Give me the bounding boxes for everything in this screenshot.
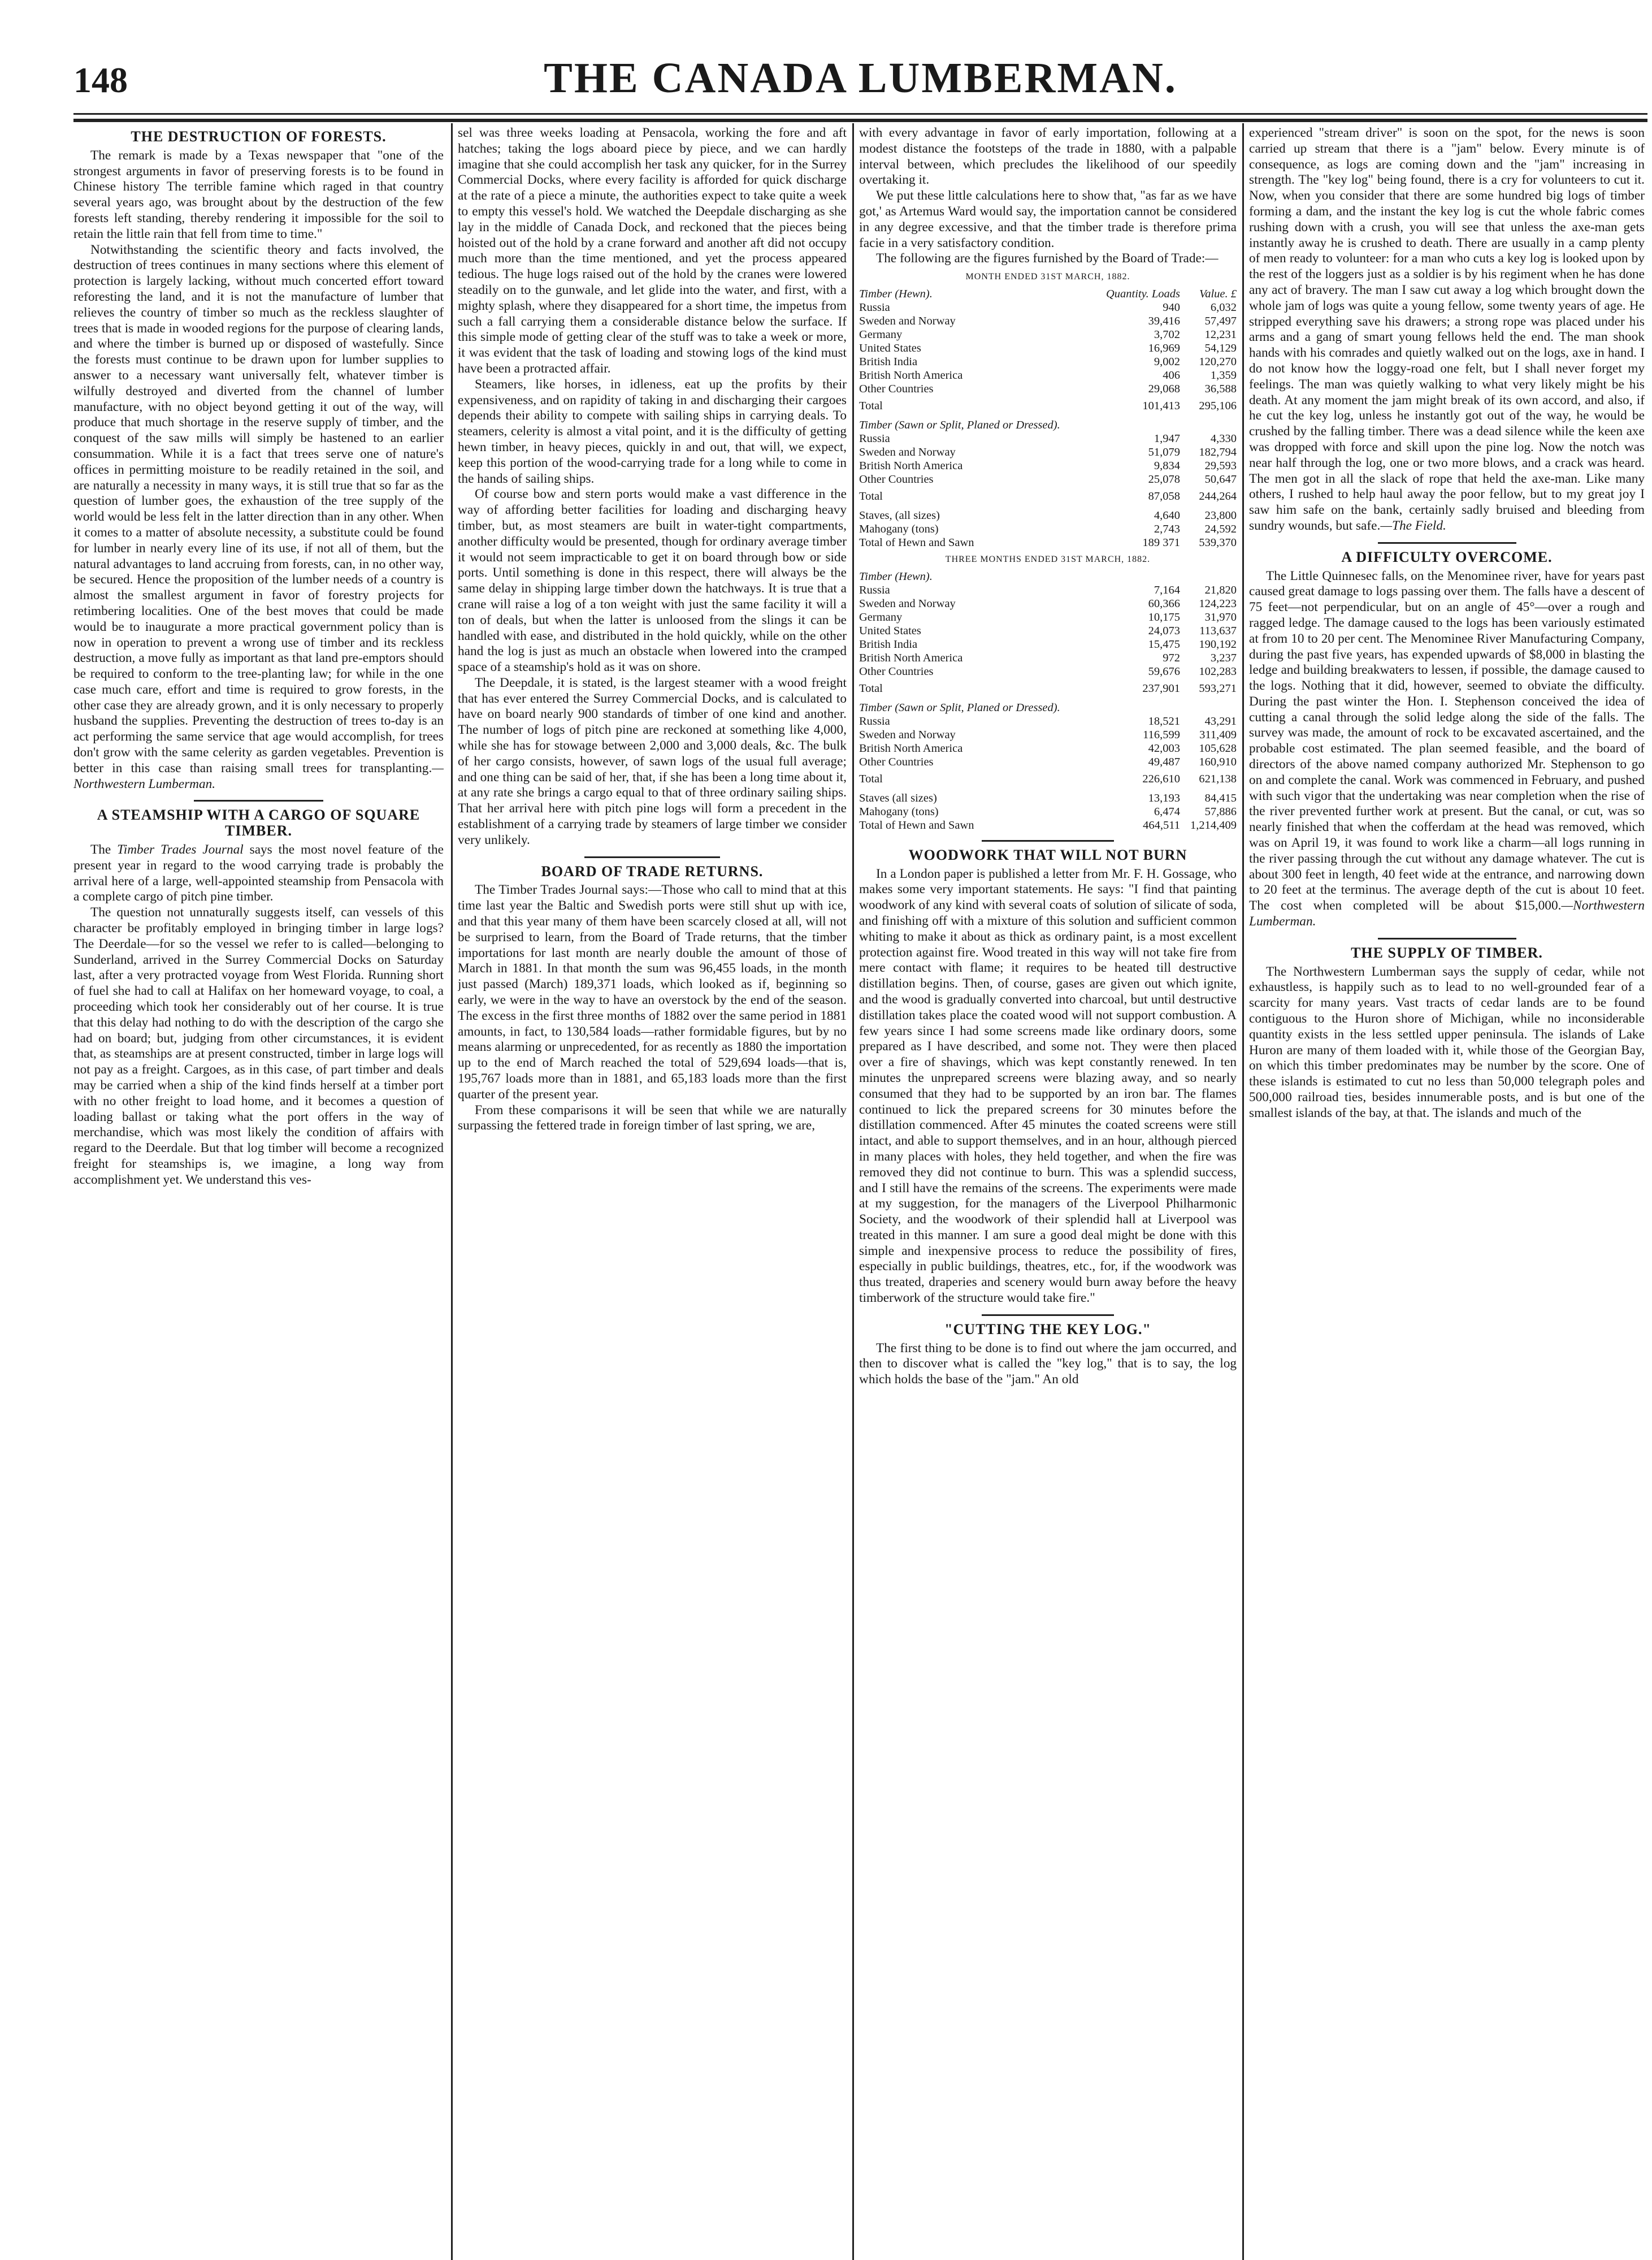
table-row	[859, 314, 1237, 328]
row-value: 57,497	[1204, 314, 1237, 327]
article-heading: A DIFFICULTY OVERCOME.	[1341, 548, 1553, 565]
table-row	[859, 819, 1237, 832]
article-paragraph: Notwithstanding the scientific theory and facts involved, the destruction of trees continues in many sections where this element of protection is largely lacking, without much concerted effort toward reforesting the land, and it is not the manufacture of lumber that relieves the country of timber so much as the reckless slaughter of trees that is made in wooded regions for the purpose of clearing lands, and where the timber is burned up or disposed of wastefully. Since the forests must continue to be drawn upon for lumber supplies to answer to a necessary want universally felt, whatever timber is wilfully destroyed and diverted from the channel of lumber manufacture, with no object beyond getting it out of the way, will produce that much shortage in the reserve supply of timber, and the conquest of the saw mills will simply be hastened to an earlier consummation. While it is a fact that trees serve one of nature's offices in permitting moisture to be readily retained in the soil, and are naturally a necessity in many ways, it is still true that so far as the question of lumber goes, the exhaustion of the tree supply of the world would be less felt in the latter direction than in any other. When it comes to a matter of absolute necessity, a substitute could be found for lumber in nearly every line of its use, if not all of them, but the natural advantages to land accruing from forests, can, in no other way, be secured. Hence the proposition of the lumber needs of a country is almost the smallest argument in favor of forestry projects for retimbering localities. One of the best moves that could be made would be to inaugurate a more practical government policy than is now in operation to prevent a wrong use of timber and its reckless destruction, a move fully as important as that land pre-emptors should be required to conform to the tree-planting law; for while in the one case much care, effort and time is required to grow forests, in the other case they are already grown, and it is only necessary to properly husband the supplies. Preventing the destruction of trees to-day is an act performing the same service that age would accomplish, for trees don't grow with the same celerity as garden vegetables. Prevention is better in this case than raising small trees for transplanting.—Northwestern Lumberman.	[73, 242, 444, 791]
table-row	[859, 611, 1237, 624]
row-label: British India	[859, 638, 918, 651]
table-row	[859, 301, 1237, 314]
section-divider	[982, 840, 1114, 842]
column-divider	[451, 123, 453, 2260]
table-row	[859, 728, 1237, 742]
row-label: Sweden and Norway	[859, 445, 956, 458]
table-row	[859, 715, 1237, 728]
article-heading: THE SUPPLY OF TIMBER.	[1351, 944, 1543, 961]
table-row	[859, 742, 1237, 755]
row-quantity: 7,164	[1154, 583, 1180, 596]
row-quantity: 25,078	[1148, 473, 1180, 486]
row-value: 24,592	[1204, 522, 1237, 535]
row-value: 160,910	[1199, 755, 1237, 768]
row-label: British India	[859, 355, 918, 368]
row-label: Other Countries	[859, 473, 934, 486]
article-heading: "CUTTING THE KEY LOG."	[944, 1321, 1151, 1337]
table-row	[859, 805, 1237, 819]
row-quantity: 9,002	[1154, 355, 1180, 368]
total-value: 621,138	[1199, 772, 1237, 785]
article-heading: A STEAMSHIP WITH A CARGO OF SQUARE TIMBER.	[97, 807, 420, 839]
table-row	[859, 382, 1237, 396]
table-row	[859, 432, 1237, 445]
table-row	[859, 328, 1237, 341]
article-paragraph: From these comparisons it will be seen that while we are naturally surpassing the fettered trade in foreign timber of last spring, we are,	[458, 1102, 847, 1133]
article-paragraph: The remark is made by a Texas newspaper that "one of the strongest arguments in favor of preserving forests is to be found in Chinese history The terrible famine which raged in that country several years ago, was brought about by the destruction of the few forests left standing, thereby rendering it impossible for the soil to retain the little rain that fell from time to time."	[73, 148, 444, 241]
column-header-value: Value. £	[1199, 287, 1237, 300]
row-value: 182,794	[1199, 445, 1237, 458]
article-paragraph: The first thing to be done is to find out where the jam occurred, and then to discover what is called the "key log," that is to say, the log which holds the base of the "jam." An old	[859, 1340, 1237, 1387]
row-quantity: 406	[1163, 369, 1180, 382]
row-value: 113,637	[1199, 624, 1237, 637]
table-row	[859, 791, 1237, 805]
row-quantity: 60,366	[1148, 597, 1180, 610]
row-label: Total of Hewn and Sawn	[859, 536, 974, 549]
row-quantity: 2,743	[1154, 522, 1180, 535]
total-label: Total	[859, 772, 883, 785]
column-4	[1249, 125, 1645, 2251]
row-label: Sweden and Norway	[859, 314, 956, 327]
row-label: United States	[859, 624, 921, 637]
row-label: British North America	[859, 651, 963, 664]
row-value: 539,370	[1199, 536, 1237, 549]
table-row	[859, 638, 1237, 651]
row-label: Other Countries	[859, 665, 934, 678]
table-row	[859, 369, 1237, 382]
table-total-row	[859, 678, 1237, 695]
row-quantity: 4,640	[1154, 509, 1180, 522]
article-paragraph: experienced "stream driver" is soon on the spot, for the news is soon carried up stream that there is a "jam" below. Every minute is of consequence, as logs are coming down and the "jam" increasing in strength. The "key log" being found, there is a cry for volunteers to cut it. Now, when you consider that there are some hundred big logs of timber forming a dam, and the instant the key log is cut the whole fabric comes rushing down with a crush, you will see that unless the axe-man gets instantly away he is crushed to death. There are usually in a camp plenty of men ready to volunteer: for a man who cuts a key log is looked upon by the rest of the loggers just as a soldier is by his regiment when he has done any act of bravery. The man I saw cut away a log which brought down the whole jam of logs was quite a young fellow, some twenty years of age. He stripped everything save his drawers; a strong rope was placed under his arms and a gang of smart young fellows held the end. The man shook hands with his comrades and quietly walked out on the logs, axe in hand. I do not know how the loggy-road one felt, but I shall never forget my feelings. The man was quietly walking to what very likely might be his death. At any moment the jam might break of its own accord, and also, if he cut the key log, unless he instantly got out of the way, he would be crushed by the falling timber. There was a dead silence while the keen axe was dropped with force and skill upon the pine log. Now the notch was near half through the log, one or two more blows, and a crack was heard. The men got in all the slack of rope that held the axe-man. Like many others, I rushed to help haul away the poor fellow, but to my great joy I saw him safe on the bank, certainly sadly bruised and bleeding from sundry wounds, but safe.—The Field.	[1249, 125, 1645, 533]
row-value: 21,820	[1204, 583, 1237, 596]
table-section-label: Timber (Sawn or Split, Planed or Dressed).	[859, 701, 1060, 714]
table-row	[859, 651, 1237, 665]
table-total-row	[859, 396, 1237, 413]
row-quantity: 940	[1163, 301, 1180, 314]
trade-returns-table-quarter	[859, 570, 1237, 832]
total-value: 295,106	[1199, 399, 1237, 412]
row-label: Germany	[859, 328, 903, 341]
row-quantity: 18,521	[1148, 715, 1180, 728]
row-quantity: 29,068	[1148, 382, 1180, 395]
section-divider	[584, 856, 721, 858]
table-caption: MONTH ENDED 31ST MARCH, 1882.	[965, 272, 1130, 282]
row-quantity: 464,511	[1143, 819, 1180, 832]
row-value: 29,593	[1204, 459, 1237, 472]
article-paragraph: We put these little calculations here to show that, "as far as we have got,' as Artemus Ward would say, the importation cannot be considered in any degree excessive, and that the timber trade is therefore prima facie in a very satisfactory condition.	[859, 188, 1237, 250]
row-quantity: 6,474	[1154, 805, 1180, 818]
row-value: 102,283	[1199, 665, 1237, 678]
table-total-row	[859, 486, 1237, 503]
column-1	[73, 125, 444, 2251]
section-divider	[194, 800, 323, 802]
total-quantity: 237,901	[1142, 682, 1180, 695]
row-quantity: 49,487	[1148, 755, 1180, 768]
row-quantity: 1,947	[1154, 432, 1180, 445]
row-label: British North America	[859, 459, 963, 472]
row-label: United States	[859, 341, 921, 354]
column-2	[458, 125, 847, 2251]
total-quantity: 101,413	[1142, 399, 1180, 412]
table-row	[859, 624, 1237, 638]
table-row	[859, 509, 1237, 522]
row-quantity: 10,175	[1148, 611, 1180, 624]
row-quantity: 189 371	[1142, 536, 1180, 549]
row-value: 43,291	[1204, 715, 1237, 728]
table-row	[859, 341, 1237, 355]
table-row	[859, 665, 1237, 678]
column-divider	[852, 123, 854, 2260]
newspaper-page	[73, 0, 1652, 2260]
row-quantity: 39,416	[1148, 314, 1180, 327]
row-quantity: 13,193	[1148, 791, 1180, 804]
article-paragraph: The question not unnaturally suggests itself, can vessels of this character be profitably employed in bringing timber in large logs? The Deerdale—for so the vessel we refer to is called—belonging to Sunderland, arrived in the Surrey Commercial Docks on Saturday last, after a very protracted voyage from West Florida. Running short of fuel she had to call at Halifax on her homeward voyage, to coal, a proceeding which took her considerably out of her course. It is true that this delay had nothing to do with the description of the cargo she had on board; but, judging from other circumstances, it is evident that, as steamships are at present constructed, timber in large logs will not pay as a freight. Cargoes, as in this case, of part timber and deals may be carried when a ship of the kind finds herself at a timber port with no other freight to load home, and it becomes a question of loading ballast or taking what the port offers in the way of merchandise, which was most likely the condition of affairs with regard to the Deerdale. But that log timber will become a recognized freight for steamships is, we imagine, a long way from accomplishment yet. We understand this ves-	[73, 905, 444, 1187]
row-label: British North America	[859, 742, 963, 755]
article-paragraph: In a London paper is published a letter from Mr. F. H. Gossage, who makes some very important statements. He says: "I find that painting woodwork of any kind with several coats of solution of silicate of soda, and finishing off with a mixture of this solution and sufficient common whiting to make it about as thick as ordinary paint, is a most excellent protection against fire. Wood treated in this way will not take fire from mere contact with flame; it requires to be heated till destructive distillation begins. Then, of course, gases are given out which ignite, and the wood is gradually converted into charcoal, but until destructive distillation takes place the coated wood will not support combustion. A few years since I had some screens made like ordinary doors, some prepared as I have described, and some not. They were then placed over a fire of shavings, which was kept constantly renewed. In ten minutes the unprepared screens were blazing away, and so nearly consumed that they had to be supported by an iron bar. The flames continued to lick the prepared screens for 30 minutes before the distillation commenced. After 45 minutes the coated screens were still intact, and able to support themselves, and in an hour, although pierced in many places with holes, they held together, and when the fire was removed they did not continue to burn. This was a splendid success, and I still have the remains of the screens. The experiments were made at my suggestion, for the managers of the Liverpool Philharmonic Society, and the woodwork of their splendid hall at Liverpool was treated in this manner. I am sure a good deal might be done with this simple and inexpensive process to reduce the possibility of fires, especially in public buildings, theatres, etc., for, if the woodwork was thus treated, draperies and scenery would burn away before the heavy timberwork of the structure would take fire."	[859, 866, 1237, 1306]
table-caption: THREE MONTHS ENDED 31ST MARCH, 1882.	[945, 554, 1151, 564]
table-row	[859, 473, 1237, 486]
row-value: 50,647	[1204, 473, 1237, 486]
row-label: Sweden and Norway	[859, 728, 956, 741]
article-paragraph: The Little Quinnesec falls, on the Menominee river, have for years past caused great damage to logs passing over them. The falls have a descent of 75 feet—not perpendicular, but on an angle of 45°—over a rough and ragged ledge. The damage caused to the logs has been variously estimated at from 10 to 20 per cent. The Menominee River Manufacturing Company, during the past five years, has expended upwards of $8,000 in blasting the ledge and building breakwaters to lessen, if possible, the damage caused to the logs. Nothing that it did, however, seemed to obviate the difficulty. During the past winter the Hon. I. Stephenson conceived the idea of cutting a canal through the solid ledge along the side of the falls. The survey was made, the amount of rock to be excavated ascertained, and the probable cost estimated. The plan seemed feasible, and the board of directors of the above named company authorized Mr. Stephenson to go on and complete the canal. Work was commenced in February, and pushed with such vigor that the undertaking was near completion when the rise of the river prevented further work at present. But the canal, or cut, was so nearly finished that when the cofferdam at the head was removed, which was on April 19, it was found to work like a charm—all logs running in the river passing through the cut without any damage whatever. The cut is about 300 feet in length, 40 feet wide at the entrance, and narrowing down to 20 feet at the terminus. The average depth of the cut is about 10 feet. The cost when completed will be about $15,000.—Northwestern Lumberman.	[1249, 568, 1645, 929]
table-section-row	[859, 701, 1237, 715]
article-paragraph: Steamers, like horses, in idleness, eat up the profits by their expensiveness, and on rapidity of taking in and discharging their cargoes depends their ability to compete with sailing ships in carrying deals. To steamers, celerity is almost a vital point, and it is the difficulty of getting hewn timber, in heavy pieces, quickly in and out, that will, we expect, keep this portion of the wood-carrying trade for a long while to come in the hands of sailing ships.	[458, 376, 847, 486]
section-divider	[1378, 542, 1516, 544]
row-label: Russia	[859, 715, 890, 728]
row-label: Staves, (all sizes)	[859, 509, 940, 522]
newspaper-title: THE CANADA LUMBERMAN.	[544, 54, 1177, 102]
row-label: Germany	[859, 611, 903, 624]
total-label: Total	[859, 399, 883, 412]
row-label: Other Countries	[859, 382, 934, 395]
article-heading: WOODWORK THAT WILL NOT BURN	[908, 846, 1187, 863]
row-value: 36,588	[1204, 382, 1237, 395]
total-label: Total	[859, 490, 883, 503]
article-paragraph: The Deepdale, it is stated, is the largest steamer with a wood freight that has ever entered the Surrey Commercial Docks, and is calculated to have on board nearly 900 standards of timber of one kind and another. The number of logs of pitch pine are reckoned at something like 4,000, while she has for stowage between 2,000 and 3,000 deals, &c. The bulk of her cargo consists, however, of sawn logs of the usual full average; and one thing can be said of her, that, if she has been a long time about it, at any rate she brings a cargo equal to that of three ordinary sailing ships. That her arrival here with pitch pine logs will form a precedent in the establishment of a carrying trade by steamers of large timber we consider very unlikely.	[458, 675, 847, 847]
row-value: 311,409	[1199, 728, 1237, 741]
article-paragraph: The following are the figures furnished by the Board of Trade:—	[876, 251, 1219, 266]
page-number: 148	[73, 60, 128, 100]
total-label: Total	[859, 682, 883, 695]
row-value: 190,192	[1199, 638, 1237, 651]
row-value: 6,032	[1210, 301, 1237, 314]
row-label: Sweden and Norway	[859, 597, 956, 610]
total-quantity: 87,058	[1148, 490, 1180, 503]
header-rule-thin	[73, 113, 1647, 115]
total-value: 593,271	[1199, 682, 1237, 695]
table-row	[859, 536, 1237, 549]
table-section-label: Timber (Hewn).	[859, 570, 933, 583]
table-section-row	[859, 570, 1237, 583]
row-quantity: 42,003	[1148, 742, 1180, 755]
row-value: 84,415	[1204, 791, 1237, 804]
row-value: 4,330	[1210, 432, 1237, 445]
total-value: 244,264	[1199, 490, 1237, 503]
row-label: British North America	[859, 369, 963, 382]
row-quantity: 9,834	[1154, 459, 1180, 472]
row-value: 120,270	[1199, 355, 1237, 368]
row-label: Mahogany (tons)	[859, 805, 939, 818]
row-value: 1,359	[1210, 369, 1237, 382]
row-value: 12,231	[1204, 328, 1237, 341]
table-section-row	[859, 418, 1237, 432]
row-quantity: 51,079	[1148, 445, 1180, 458]
article-paragraph: with every advantage in favor of early importation, following at a modest distance the footsteps of the trade in 1880, with a palpable interval between, which precludes the likelihood of our speedily overtaking it.	[859, 125, 1237, 188]
table-row	[859, 755, 1237, 769]
row-quantity: 16,969	[1148, 341, 1180, 354]
row-value: 124,223	[1199, 597, 1237, 610]
row-label: Total of Hewn and Sawn	[859, 819, 974, 832]
section-divider	[1378, 938, 1516, 939]
table-row	[859, 445, 1237, 459]
page-header	[73, 54, 1647, 105]
total-quantity: 226,610	[1142, 772, 1180, 785]
article-paragraph: sel was three weeks loading at Pensacola, working the fore and aft hatches; taking the logs aboard piece by piece, and we can hardly imagine that she could accomplish her task any quicker, for in the Surrey Commercial Docks, where every facility is afforded for quick discharge at the rate of a piece a minute, the authorities expect to take quite a week to empty this vessel's hold. We watched the Deepdale discharging as she lay in the middle of Canada Dock, and reckoned that the pieces being hoisted out of the hold by a crane forward and another aft did not occupy much more than the time mentioned, and yet the process appeared tedious. The huge logs raised out of the hold by the cranes were lowered steadily on to the gunwale, and let glide into the water, and first, with a mighty splash, where they disappeared for a short time, the impetus from such a fall carrying them a considerable distance below the surface. If this simple mode of getting clear of the stuff was to take a week or more, it was evident that the task of loading and stowing logs of the kind must have been a protracted affair.	[458, 125, 847, 376]
row-value: 23,800	[1204, 509, 1237, 522]
article-paragraph: Of course bow and stern ports would make a vast difference in the way of affording better facilities for loading and discharging heavy timber, but, as most steamers are built in water-tight compartments, another difficulty would be presented, though for ordinary average timber it would not seem impracticable to get it on board through bow or side ports. Until something is done in this respect, there will always be the same delay in shipping large timber down the hatchways. It is true that a crane will raise a log of a ton weight with just the same facility it will a ton of deals, but when the latter is unloosed from the slings it can be handled with ease, and distributed in the hold quickly, while on the other hand the log is just as much an obstacle when lowered into the cramped space of a steamship's hold as it was on shore.	[458, 487, 847, 675]
section-divider	[982, 1314, 1114, 1316]
table-row	[859, 597, 1237, 611]
row-value: 31,970	[1204, 611, 1237, 624]
row-label: Mahogany (tons)	[859, 522, 939, 535]
table-section-label: Timber (Hewn).	[859, 287, 933, 300]
row-label: Russia	[859, 301, 890, 314]
table-row	[859, 522, 1237, 536]
table-section-row	[859, 287, 1237, 301]
row-value: 54,129	[1204, 341, 1237, 354]
article-paragraph: The Timber Trades Journal says the most novel feature of the present year in regard to the wood carrying trade is probably the arrival here of a large, well-appointed steamship from Pensacola with a complete cargo of pitch pine timber.	[73, 842, 444, 904]
row-label: Russia	[859, 583, 890, 596]
table-row	[859, 459, 1237, 473]
row-value: 3,237	[1210, 651, 1237, 664]
row-label: Staves (all sizes)	[859, 791, 937, 804]
table-total-row	[859, 769, 1237, 786]
article-paragraph: The Northwestern Lumberman says the supply of cedar, while not exhaustless, is happily such as to lead to no well-grounded fear of a scarcity for many years. Vast tracts of cedar lands are to be found contiguous to the Huron shore of Michigan, while no inconsiderable quantity exists in the less settled upper peninsula. The islands of Lake Huron are many of them loaded with it, while those of the Georgian Bay, on which this timber predominates may be number by the score. One of these islands is estimated to cut no less than 50,000 telegraph poles and 500,000 railroad ties, besides innumerable posts, and is but one of the smallest islands of the bay, at that. The islands and much of the	[1249, 964, 1645, 1120]
article-paragraph: The Timber Trades Journal says:—Those who call to mind that at this time last year the Baltic and Swedish ports were still shut up with ice, and that this year many of them have been scarcely closed at all, will not be surprised to learn, from the Board of Trade returns, that the timber importations for last month are nearly double the amount of those of March in 1881. In that month the sum was 96,455 loads, in the month just passed (March) 189,371 loads, which looked as if, beginning so early, we were in the way to have an overstock by the end of the season. The excess in the first three months of 1882 over the same period in 1881 amounts, in fact, to 130,584 loads—rather formidable figures, but by no means alarming or unprecedented, for as recently as 1880 the importation up to the end of March reached the total of 529,694 loads—that is, 195,767 loads more than in 1881, and 65,183 loads more than the first quarter of the present year.	[458, 882, 847, 1102]
row-quantity: 972	[1163, 651, 1180, 664]
row-quantity: 59,676	[1148, 665, 1180, 678]
article-heading: THE DESTRUCTION OF FORESTS.	[131, 128, 387, 145]
column-3	[859, 125, 1237, 2251]
table-section-label: Timber (Sawn or Split, Planed or Dressed).	[859, 418, 1060, 431]
article-heading: BOARD OF TRADE RETURNS.	[541, 863, 764, 880]
column-divider	[1242, 123, 1244, 2260]
row-quantity: 24,073	[1148, 624, 1180, 637]
row-value: 57,886	[1204, 805, 1237, 818]
row-quantity: 3,702	[1154, 328, 1180, 341]
row-value: 1,214,409	[1190, 819, 1237, 832]
row-label: Russia	[859, 432, 890, 445]
table-row	[859, 355, 1237, 369]
row-value: 105,628	[1199, 742, 1237, 755]
trade-returns-table-month	[859, 287, 1237, 549]
row-quantity: 116,599	[1143, 728, 1180, 741]
header-rule-thick	[73, 119, 1647, 122]
row-quantity: 15,475	[1148, 638, 1180, 651]
column-header-quantity: Quantity. Loads	[1106, 287, 1180, 300]
row-label: Other Countries	[859, 755, 934, 768]
table-row	[859, 583, 1237, 597]
